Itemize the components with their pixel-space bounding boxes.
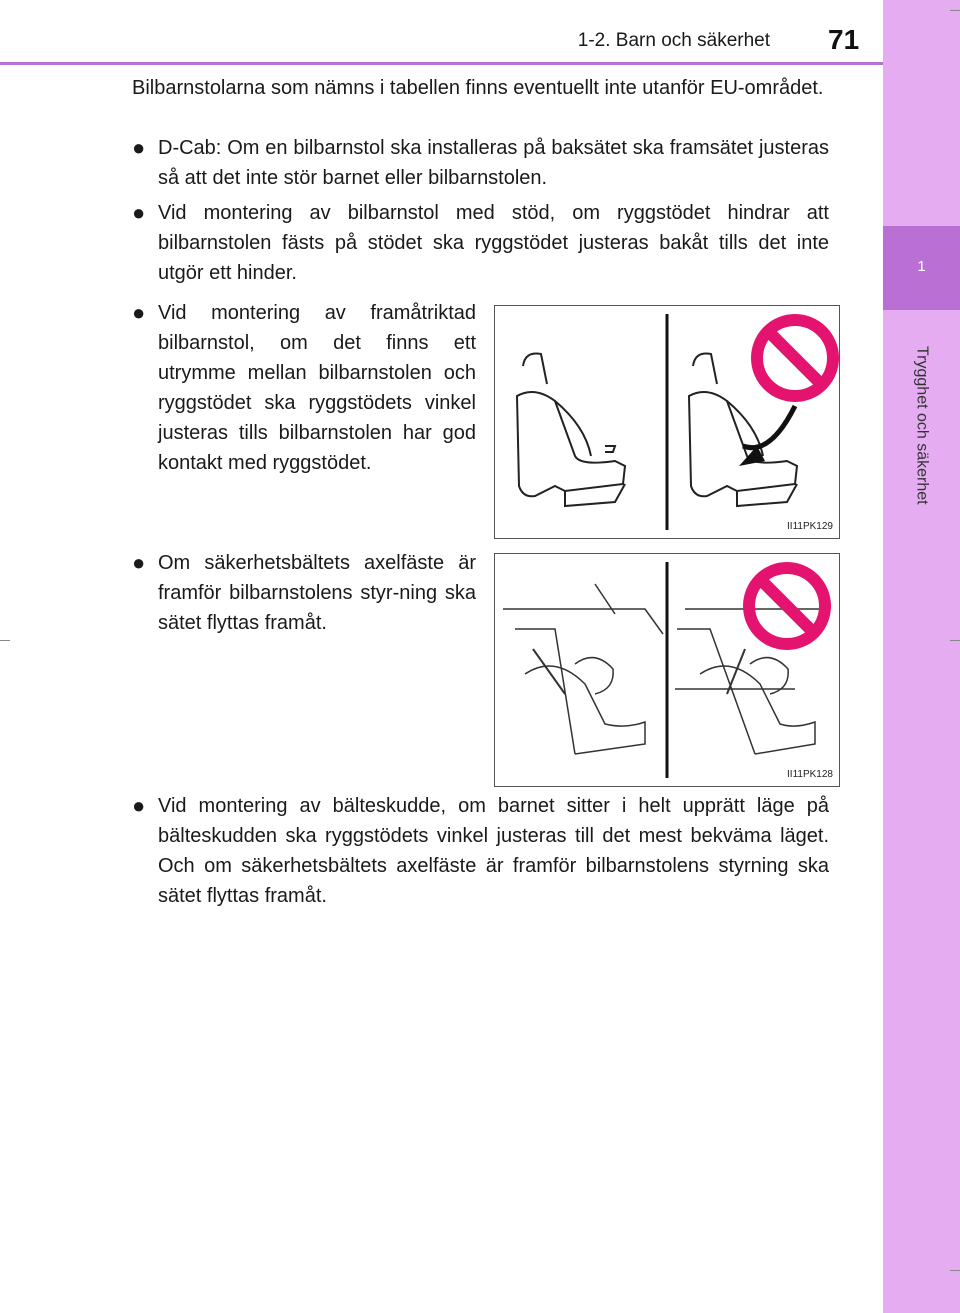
chapter-title: Trygghet och säkerhet <box>913 345 931 505</box>
intro-paragraph: Bilbarnstolarna som nämns i tabellen finns eventuellt inte utanför EU-området. <box>132 77 824 99</box>
bullet-text-support-leg: Vid montering av bilbarnstol med stöd, om ryggstödet hindrar att bilbarnstolen fästs på stödet ska ryggstödet justeras bakåt tills det inte utgör ett hinder. <box>158 202 829 284</box>
figure-seat-forward <box>494 553 840 787</box>
chapter-number: 1 <box>917 258 926 275</box>
bullet-marker: ● <box>132 550 146 575</box>
bullet-text-shoulder-anchor: Om säkerhetsbältets axelfäste är framför bilbarnstolens styr-ning ska sätet flyttas framåt. <box>158 552 476 634</box>
crop-mark <box>950 640 960 641</box>
seat-illustration <box>495 306 839 538</box>
figure-label: II11PK128 <box>787 769 833 780</box>
header-rule <box>0 62 883 65</box>
bullet-text-booster-cushion: Vid montering av bälteskudde, om barnet sitter i helt upprätt läge på bälteskudden ska ryggstödets vinkel justeras till det mest bekväma läget. Och om säkerhetsbältets axelfäste är framför bilbarnstolens styrning ska sätet flyttas framåt. <box>158 795 829 907</box>
page-number: 71 <box>828 24 860 55</box>
prohibition-icon <box>749 568 825 644</box>
bullet-marker: ● <box>132 793 146 818</box>
running-header: 1-2. Barn och säkerhet <box>577 30 770 51</box>
crop-mark <box>950 10 960 11</box>
bullet-text-dcab: D-Cab: Om en bilbarnstol ska installeras på baksätet ska framsätet justeras så att det inte stör barnet eller bilbarnstolen. <box>158 137 829 189</box>
figure-label: II11PK129 <box>787 521 833 532</box>
prohibition-icon <box>757 320 833 396</box>
car-interior-illustration <box>495 554 839 786</box>
chapter-sidebar <box>883 0 960 1313</box>
figure-seatback-angle <box>494 305 840 539</box>
bullet-marker: ● <box>132 300 146 325</box>
bullet-marker: ● <box>132 200 146 225</box>
crop-mark <box>0 640 10 641</box>
crop-mark <box>950 1270 960 1271</box>
bullet-marker: ● <box>132 135 146 160</box>
bullet-text-forward-facing: Vid montering av framåtriktad bilbarnstol, om det finns ett utrymme mellan bilbarnstolen och ryggstödet ska ryggstödets vinkel justeras tills bilbarnstolen har god kontakt med ryggstödet. <box>158 302 476 474</box>
